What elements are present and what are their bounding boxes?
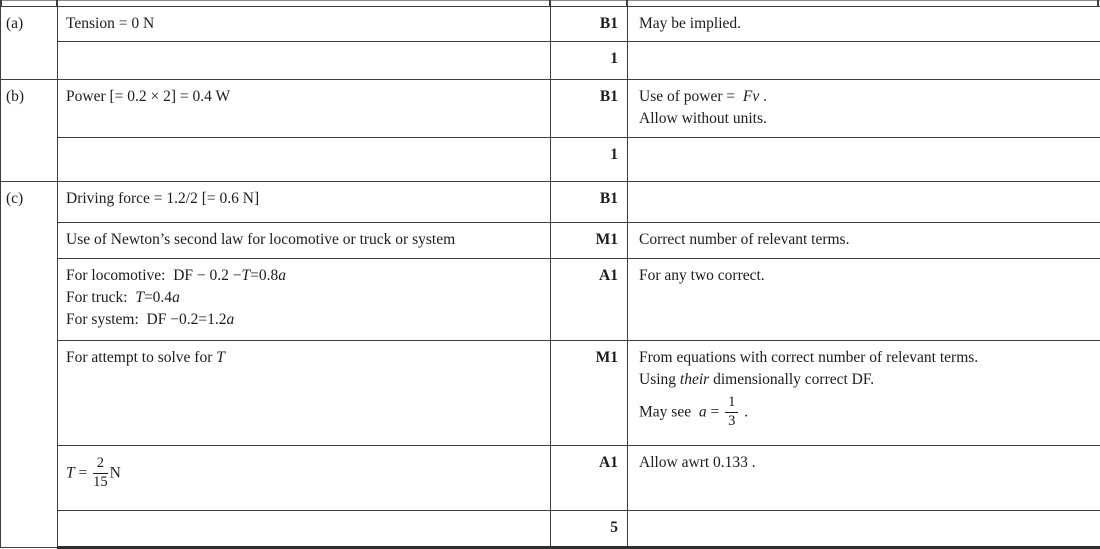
working-cell xyxy=(58,182,551,223)
working-line xyxy=(66,229,542,251)
text-run: May be implied. xyxy=(639,15,742,32)
math-variable: T xyxy=(216,349,225,366)
mark-cell: B1 xyxy=(551,80,628,138)
fraction-numerator: 2 xyxy=(93,456,108,474)
mark-cell: M1 xyxy=(551,223,628,259)
fraction-numerator: 1 xyxy=(725,395,738,413)
text-run: Tension = 0 N xyxy=(66,15,155,32)
text-run: Correct number of relevant terms. xyxy=(639,231,850,248)
comment-cell xyxy=(628,446,1100,511)
mark-cell: M1 xyxy=(551,341,628,446)
math-variable: a xyxy=(278,267,286,284)
math-variable: T xyxy=(241,267,251,284)
part-label: (a) xyxy=(1,7,58,80)
comment-line xyxy=(639,229,1092,251)
mark-cell: A1 xyxy=(551,446,628,511)
comment-cell xyxy=(628,341,1100,446)
working-line xyxy=(66,457,542,491)
table-row xyxy=(1,341,1100,446)
working-line xyxy=(66,13,542,35)
working-line xyxy=(66,347,542,369)
math-variable: T xyxy=(135,289,144,306)
text-run: =0.8 xyxy=(250,267,279,284)
fraction-denominator: 15 xyxy=(93,473,108,490)
part-label: (c) xyxy=(1,182,58,548)
working-line xyxy=(66,265,542,287)
text-run: Driving force = 1.2/2 [= 0.6 N] xyxy=(66,190,260,207)
text-run: = xyxy=(706,403,724,421)
comment-line xyxy=(639,265,1092,287)
comment-cell xyxy=(628,7,1100,42)
working-line xyxy=(66,287,542,309)
comment-cell xyxy=(628,80,1100,138)
working-line xyxy=(66,188,542,210)
text-run: N xyxy=(109,464,121,482)
math-variable: a xyxy=(698,403,707,421)
text-run: Using xyxy=(639,371,680,388)
text-run: dimensionally correct DF. xyxy=(709,371,875,388)
table-row xyxy=(1,80,1100,138)
math-variable: Fv xyxy=(742,88,760,105)
text-run: For truck: xyxy=(66,289,136,306)
table-row xyxy=(1,511,1100,548)
comment-cell xyxy=(628,223,1100,259)
comment-line xyxy=(639,452,1092,474)
text-run: Allow without units. xyxy=(639,110,767,127)
text-run: = xyxy=(74,464,92,482)
comment-line xyxy=(639,108,1092,130)
comment-line xyxy=(639,396,1092,430)
mark-scheme-table xyxy=(0,6,1100,549)
mark-cell: 1 xyxy=(551,138,628,182)
text-run: Allow awrt 0.133 . xyxy=(639,454,756,471)
fraction xyxy=(93,456,108,490)
math-variable: T xyxy=(66,464,75,482)
math-variable: their xyxy=(679,371,710,388)
comment-line xyxy=(639,369,1092,391)
table-row xyxy=(1,446,1100,511)
mark-cell: B1 xyxy=(551,182,628,223)
comment-cell xyxy=(628,182,1100,223)
math-variable: a xyxy=(172,289,180,306)
mark-cell: 1 xyxy=(551,42,628,80)
comment-line xyxy=(639,347,1092,369)
comment-cell xyxy=(628,138,1100,182)
text-run: Power [= 0.2 × 2] = 0.4 W xyxy=(66,88,231,105)
comment-cell xyxy=(628,42,1100,80)
text-run: =0.4 xyxy=(143,289,173,306)
comment-line xyxy=(639,86,1092,108)
comment-cell xyxy=(628,259,1100,341)
text-run: For attempt to solve for xyxy=(66,349,217,366)
comment-cell xyxy=(628,511,1100,548)
table-row xyxy=(1,223,1100,259)
table-row xyxy=(1,182,1100,223)
working-cell xyxy=(58,7,551,42)
text-run: For locomotive: DF − 0.2 − xyxy=(66,267,242,284)
text-run: From equations with correct number of relevant terms. xyxy=(639,349,979,366)
working-cell xyxy=(58,138,551,182)
text-run: For system: DF −0.2=1.2 xyxy=(66,311,227,328)
fraction xyxy=(725,395,738,429)
text-run: Use of Newton’s second law for locomotive or truck or system xyxy=(66,231,456,248)
text-run: For any two correct. xyxy=(639,267,765,284)
working-cell xyxy=(58,446,551,511)
table-row xyxy=(1,7,1100,42)
table-row xyxy=(1,259,1100,341)
working-line xyxy=(66,86,542,108)
working-line xyxy=(66,309,542,331)
working-cell xyxy=(58,80,551,138)
mark-cell: B1 xyxy=(551,7,628,42)
fraction-denominator: 3 xyxy=(728,412,736,429)
table-row xyxy=(1,138,1100,182)
working-cell xyxy=(58,511,551,548)
working-cell xyxy=(58,223,551,259)
text-run: May see xyxy=(639,403,699,421)
working-cell xyxy=(58,341,551,446)
text-run: . xyxy=(759,88,767,105)
math-variable: a xyxy=(226,311,235,328)
table-row xyxy=(1,42,1100,80)
working-cell xyxy=(58,42,551,80)
part-label: (b) xyxy=(1,80,58,182)
comment-line xyxy=(639,13,1092,35)
mark-cell: 5 xyxy=(551,511,628,548)
mark-cell: A1 xyxy=(551,259,628,341)
text-run: . xyxy=(740,403,749,421)
working-cell xyxy=(58,259,551,341)
text-run: Use of power = xyxy=(639,88,743,105)
